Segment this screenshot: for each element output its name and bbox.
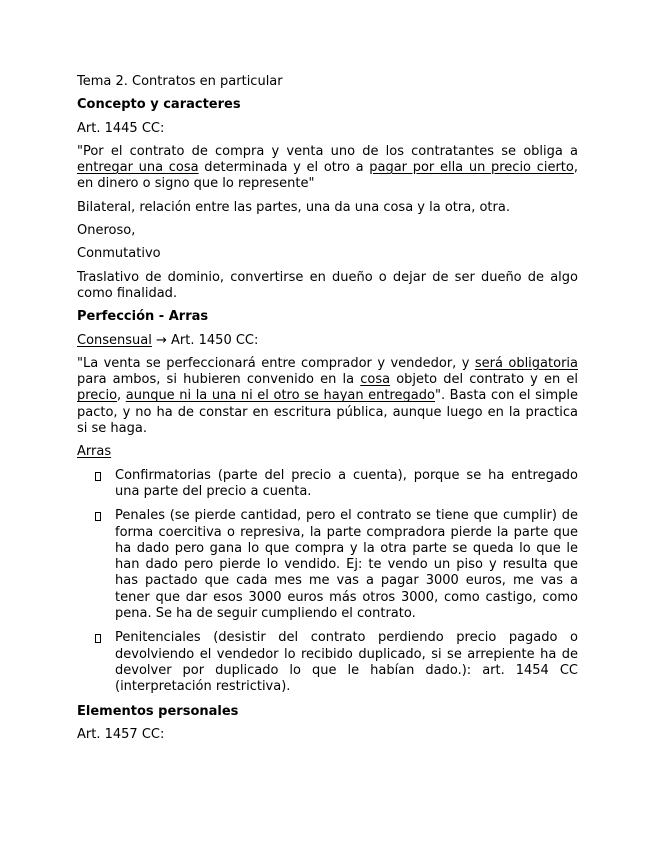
consensual-underline: Consensual bbox=[77, 332, 152, 348]
topic-title: Tema 2. Contratos en particular bbox=[77, 74, 283, 89]
quote-1445-part-c: determinada y el otro a bbox=[198, 160, 370, 176]
missing-glyph-bullet-icon bbox=[95, 634, 101, 643]
quote-1450-part-g: , bbox=[117, 388, 126, 404]
conmutativo-text: Conmutativo bbox=[77, 246, 161, 262]
consensual-line bbox=[77, 333, 578, 349]
quote-1450-underline-cosa: cosa bbox=[360, 372, 391, 388]
article-1450-label: → Art. 1450 CC: bbox=[151, 332, 259, 348]
article-1457-label: Art. 1457 CC: bbox=[77, 726, 165, 742]
heading-elementos: Elementos personales bbox=[77, 703, 239, 719]
quote-1450-part-a: "La venta se perfeccionará entre comprador y vendedor, y bbox=[77, 355, 475, 371]
arras-underline: Arras bbox=[77, 444, 112, 460]
arras-list bbox=[77, 468, 578, 696]
quote-1450-part-e: objeto del contrato y en el bbox=[390, 372, 578, 388]
list-item-text: Penales (se pierde cantidad, pero el contrato se tiene que cumplir) de forma coercitiva o represiva, la parte compradora pierde la parte que ha dado pero gana lo que compra y la otra parte se queda lo que le han dado pero pierde lo vendido. Ej: te vendo un piso y resulta que has pactado que cada mes me vas a pagar 3000 euros, me vas a tener que dar esos 3000 euros más otros 3000, como castigo, como pena. Se ha de seguir cumpliendo el contrato. bbox=[115, 508, 578, 622]
quote-1445-part-e: , en dinero o signo que lo represente" bbox=[77, 160, 578, 192]
traslativo-text: Traslativo de dominio, convertirse en dueño o dejar de ser dueño de algo como finalidad. bbox=[77, 269, 578, 301]
missing-glyph-bullet-icon bbox=[95, 512, 101, 521]
quote-1450-part-c: para ambos, si hubieren convenido en la bbox=[77, 372, 361, 388]
list-item-text: Penitenciales (desistir del contrato perdiendo precio pagado o devolviendo el vendedor lo recibido duplicado, si se arrepiente ha de devolver por duplicado lo que le habían dado.): art. 1454 CC (interpretación restrictiva). bbox=[115, 630, 578, 695]
arras-label bbox=[77, 444, 578, 460]
missing-glyph-bullet-icon bbox=[95, 472, 101, 481]
quote-1445-part-a: "Por el contrato de compra y venta uno de los contratantes se obliga a bbox=[77, 143, 578, 159]
heading-perfeccion: Perfección - Arras bbox=[77, 309, 209, 325]
quote-1450 bbox=[77, 356, 578, 437]
list-item-penitenciales bbox=[77, 630, 578, 695]
quote-1450-underline-obligatoria: será obligatoria bbox=[474, 355, 578, 371]
article-1445-label: Art. 1445 CC: bbox=[77, 120, 165, 136]
oneroso-text: Oneroso, bbox=[77, 223, 136, 239]
quote-1450-underline-precio: precio bbox=[77, 388, 118, 404]
bilateral-text: Bilateral, relación entre las partes, una da una cosa y la otra, otra. bbox=[77, 199, 510, 215]
quote-1445 bbox=[77, 144, 578, 193]
list-item-text: Confirmatorias (parte del precio a cuenta), porque se ha entregado una parte del precio a cuenta. bbox=[115, 467, 578, 499]
quote-1445-underline-entregar: entregar una cosa bbox=[77, 160, 199, 176]
document-page bbox=[77, 74, 578, 750]
list-item-confirmatorias bbox=[77, 468, 578, 501]
quote-1450-underline-aunque: aunque ni la una ni el otro se hayan entregado bbox=[125, 388, 435, 404]
quote-1445-underline-pagar: pagar por ella un precio cierto bbox=[369, 160, 574, 176]
list-item-penales bbox=[77, 508, 578, 622]
quote-1450-part-i: ". Basta con el simple pacto, y no ha de constar en escritura pública, aunque luego en la practica si se haga. bbox=[77, 388, 578, 437]
heading-concepto: Concepto y caracteres bbox=[77, 97, 241, 113]
